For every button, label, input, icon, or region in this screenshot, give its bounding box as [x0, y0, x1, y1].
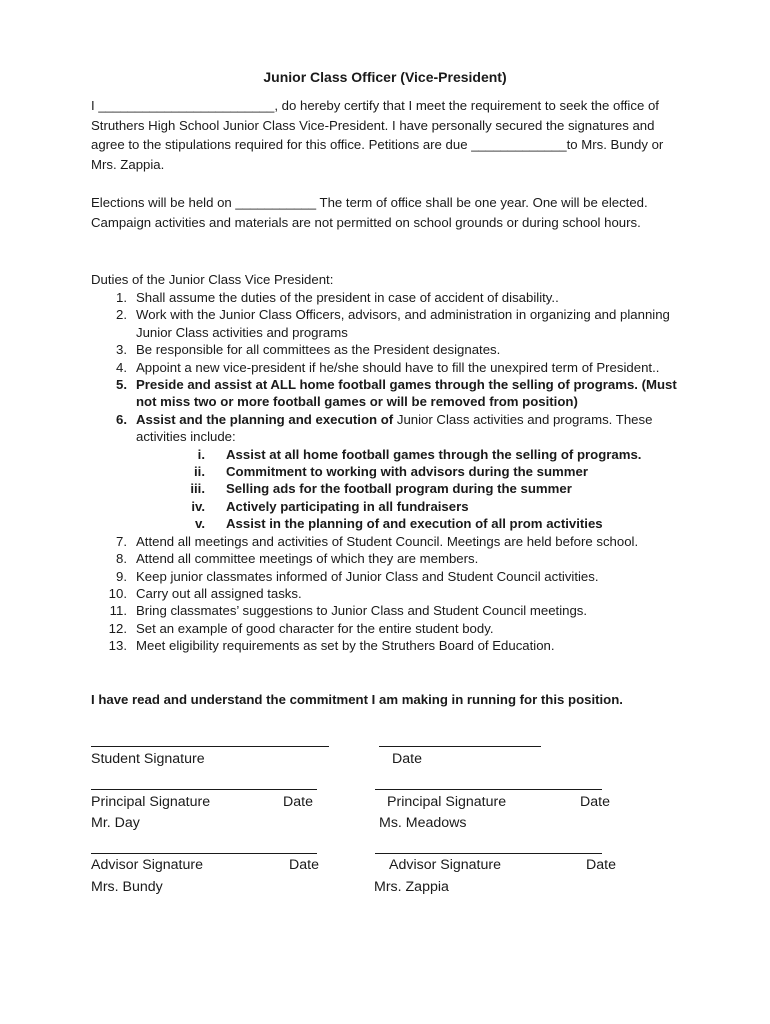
student-date-line[interactable]	[379, 746, 541, 747]
document-title: Junior Class Officer (Vice-President)	[263, 69, 507, 85]
advisor-name-right: Mrs. Zappia	[374, 879, 449, 895]
duty-item: 4. Appoint a new vice-president if he/she should have to fill the unexpired term of President..	[116, 359, 660, 375]
sub-item: iii. Selling ads for the football program during the summer	[190, 481, 572, 497]
student-date-label: Date	[392, 751, 422, 767]
advisor-date-label-right: Date	[586, 857, 616, 873]
principal-signature-label-left: Principal Signature	[91, 794, 211, 810]
principal-signature-line-left[interactable]	[91, 789, 317, 790]
duty-item: 6. Assist and the planning and execution of Junior Class activities and programs. These activities include:	[116, 411, 653, 445]
duty-item: 7. Attend all meetings and activities of Student Council. Meetings are held before school.	[116, 533, 639, 549]
principal-signature-label-right: Principal Signature	[387, 794, 507, 810]
duties-list	[91, 289, 691, 655]
principal-name-right: Ms. Meadows	[379, 815, 467, 831]
principal-date-label-right: Date	[580, 794, 610, 810]
duties-heading: Duties of the Junior Class Vice President:	[91, 272, 334, 287]
commitment-statement: I have read and understand the commitment I am making in running for this position.	[91, 692, 623, 707]
duty-item: 5. Preside and assist at ALL home football games through the selling of programs. (Must not miss two or more football games or will be removed from position)	[116, 377, 677, 410]
advisor-signature-line-left[interactable]	[91, 853, 317, 854]
duty-item: 8. Attend all committee meetings of which they are members.	[116, 551, 479, 567]
certification-paragraph: I ________________________, do hereby certify that I meet the requirement to seek the office of Struthers High School Junior Class Vice-President. I have personally secured the signatures and agree to the stipulations required for this office. Petitions are due _____________to Mrs. Bundy or Mrs. Zappia.	[91, 98, 664, 172]
student-signature-label: Student Signature	[91, 751, 205, 767]
duty-item: 10. Carry out all assigned tasks.	[108, 585, 302, 601]
duty-item: 2. Work with the Junior Class Officers, advisors, and administration in organizing and planning Junior Class activities and programs	[116, 307, 670, 340]
advisor-date-label-left: Date	[289, 857, 319, 873]
sub-item: iv. Actively participating in all fundraisers	[191, 498, 469, 514]
sub-item: v. Assist in the planning of and execution of all prom activities	[194, 516, 603, 532]
duty-item: 13. Meet eligibility requirements as set by the Struthers Board of Education.	[108, 638, 555, 654]
duty-item: 12. Set an example of good character for the entire student body.	[108, 620, 494, 636]
student-signature-line[interactable]	[91, 746, 329, 747]
principal-name-left: Mr. Day	[91, 815, 140, 831]
advisor-name-left: Mrs. Bundy	[91, 879, 163, 895]
duty-item: 3. Be responsible for all committees as the President designates.	[116, 342, 501, 358]
principal-signature-line-right[interactable]	[375, 789, 602, 790]
advisor-signature-label-left: Advisor Signature	[91, 857, 203, 873]
principal-date-label-left: Date	[283, 794, 313, 810]
duty-item: 9. Keep junior classmates informed of Junior Class and Student Council activities.	[116, 568, 599, 584]
duty-item: 1. Shall assume the duties of the president in case of accident of disability..	[116, 290, 559, 305]
advisor-signature-line-right[interactable]	[375, 853, 602, 854]
advisor-signature-label-right: Advisor Signature	[389, 857, 501, 873]
duty-item: 11. Bring classmates’ suggestions to Junior Class and Student Council meetings.	[109, 603, 588, 619]
elections-paragraph: Elections will be held on ___________ The term of office shall be one year. One will be elected. Campaign activities and materials are not permitted on school grounds or during school hours.	[91, 195, 648, 230]
sub-item: ii. Commitment to working with advisors during the summer	[194, 464, 588, 480]
sub-item: i. Assist at all home football games through the selling of programs.	[197, 446, 642, 462]
